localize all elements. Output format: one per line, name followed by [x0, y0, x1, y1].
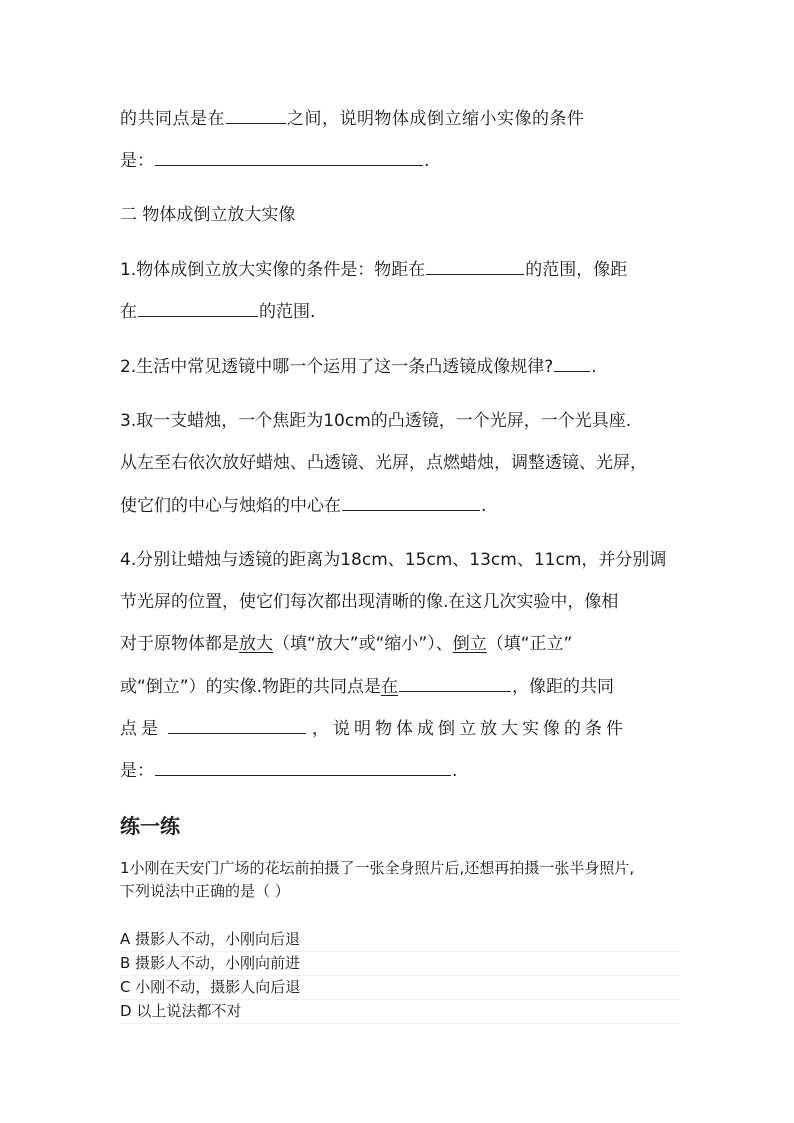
text: 或“倒立”）的实像.物距的共同点是: [120, 677, 382, 697]
section2-q4-line-2: 节光屏的位置，使它们每次都出现清晰的像.在这几次实验中，像相: [120, 592, 619, 612]
section2-q4-line-3: [120, 632, 572, 656]
text: 的范围.: [259, 302, 316, 322]
section2-q4-line-1: 4.分别让蜡烛与透镜的距离为18cm、15cm、13cm、11cm，并分别调: [120, 550, 667, 570]
text: 使它们的中心与烛焰的中心在: [120, 496, 341, 516]
text: （填“放大”或“缩小”）、: [273, 634, 453, 654]
text: 的共同点是在: [120, 109, 225, 129]
text: .: [424, 151, 430, 171]
text: 对于原物体都是: [120, 634, 239, 654]
text: ，像距的共同: [512, 677, 615, 697]
section2-q1-line-1: [120, 257, 627, 282]
option-d[interactable]: D 以上说法都不对: [120, 999, 680, 1024]
practice-q1-line-1: 1小刚在天安门广场的花坛前拍摄了一张全身照片后,还想再拍摄一张半身照片,: [120, 859, 635, 877]
option-b[interactable]: B 摄影人不动，小刚向前进: [120, 951, 680, 976]
section2-q3-line-1: 3.取一支蜡烛，一个焦距为10cm的凸透镜，一个光屏，一个光具座.: [120, 411, 632, 431]
section1-line-1: [120, 106, 585, 131]
section2-q3-line-3: [120, 493, 486, 518]
section1-line-2: [120, 148, 429, 173]
text: 在: [120, 302, 137, 322]
answer-blank[interactable]: [155, 758, 451, 776]
text: .: [481, 496, 487, 516]
section2-q4-line-6: [120, 758, 457, 783]
answer-blank[interactable]: [399, 674, 511, 692]
answer-blank[interactable]: [426, 257, 524, 275]
answer-blank[interactable]: [554, 354, 590, 372]
section2-title: 二 物体成倒立放大实像: [120, 205, 296, 225]
section2-q2: [120, 354, 597, 379]
section2-q1-line-2: [120, 299, 315, 324]
text: 的范围，像距: [525, 260, 628, 280]
answer-blank[interactable]: [226, 106, 286, 124]
text: 之间，说明物体成倒立缩小实像的条件: [287, 109, 585, 129]
answer-filled: 在: [381, 677, 399, 697]
section2-q4-line-5: [120, 716, 627, 741]
text: 2.生活中常见透镜中哪一个运用了这一条凸透镜成像规律?: [120, 357, 554, 377]
text: 是：: [120, 761, 154, 781]
answer-filled: 放大: [239, 634, 273, 654]
text: .: [591, 357, 597, 377]
answer-blank[interactable]: [155, 148, 423, 166]
text: （填“正立”: [486, 634, 573, 654]
answer-blank[interactable]: [342, 493, 480, 511]
section2-q4-line-4: [120, 674, 614, 699]
practice-q1-line-2: 下列说法中正确的是（ ）: [120, 882, 290, 900]
text: ，说明物体成倒立放大实像的条件: [312, 719, 627, 739]
answer-filled: 倒立: [452, 634, 487, 654]
text: 点是: [120, 719, 162, 739]
text: 1.物体成倒立放大实像的条件是：物距在: [120, 260, 426, 280]
text: 是：: [120, 151, 154, 171]
answer-blank[interactable]: [138, 299, 258, 317]
practice-heading: 练一练: [120, 814, 180, 838]
section2-q3-line-2: 从左至右依次放好蜡烛、凸透镜、光屏，点燃蜡烛，调整透镜、光屏，: [120, 453, 647, 473]
option-c[interactable]: C 小刚不动，摄影人向后退: [120, 975, 680, 1000]
answer-blank[interactable]: [168, 716, 306, 734]
text: .: [452, 761, 458, 781]
option-a[interactable]: A 摄影人不动，小刚向后退: [120, 927, 680, 952]
